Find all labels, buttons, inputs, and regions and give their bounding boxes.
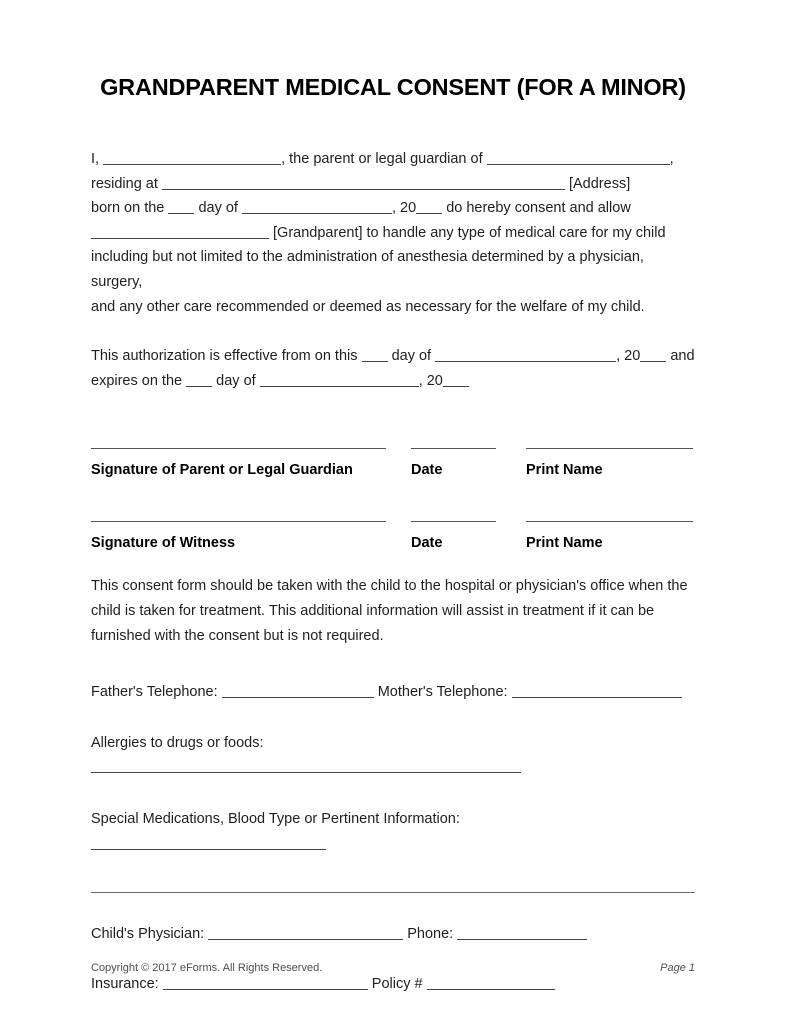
parent-date-label: Date — [411, 462, 443, 479]
auth-text-and: and — [670, 348, 695, 365]
consent-text-guardian-of: , the parent or legal guardian of — [281, 151, 483, 167]
insurance-blank[interactable] — [163, 975, 368, 990]
witness-signature-line[interactable] — [91, 521, 386, 522]
auth-text-year-20: , 20 — [616, 348, 641, 365]
grandparent-tag-text: [Grandparent] to handle any type of medical care for my child — [273, 224, 666, 241]
birth-month-blank[interactable] — [242, 199, 392, 214]
birth-year-blank[interactable] — [416, 199, 442, 214]
parent-date-line[interactable] — [411, 448, 496, 449]
witness-signature-label: Signature of Witness — [91, 535, 236, 552]
expiry-year-blank[interactable] — [443, 372, 469, 387]
consent-text-residing-at: residing at — [91, 175, 158, 192]
allergies-label: Allergies to drugs or foods: — [91, 734, 264, 751]
consent-text-comma: , — [669, 151, 674, 167]
witness-print-name-line[interactable] — [526, 521, 693, 522]
footer-page-number: Page 1 — [660, 962, 695, 974]
parent-signature-label: Signature of Parent or Legal Guardian — [91, 462, 353, 479]
signature-rules — [91, 512, 695, 522]
address-blank[interactable] — [162, 175, 565, 190]
consent-text-born-on: born on the — [91, 200, 165, 217]
auth-text-expires: expires on the — [91, 372, 183, 389]
father-telephone-label: Father's Telephone: — [91, 684, 218, 701]
auth-text-day-of: day of — [391, 348, 432, 365]
signature-labels — [91, 449, 695, 478]
special-medications-label: Special Medications, Blood Type or Pertinent Information: — [91, 810, 460, 827]
document-content — [91, 0, 695, 996]
witness-print-name-label: Print Name — [526, 535, 603, 552]
page-footer — [91, 962, 695, 974]
expiry-month-blank[interactable] — [260, 372, 419, 387]
consent-text-line5: including but not limited to the administration of anesthesia determined by a physician, surgery, — [91, 249, 644, 290]
birth-day-blank[interactable] — [168, 199, 194, 214]
authorization-paragraph — [91, 319, 695, 393]
allergies-field-row — [91, 705, 695, 780]
auth-text-effective: This authorization is effective from on this — [91, 348, 358, 365]
page-title: GRANDPARENT MEDICAL CONSENT (FOR A MINOR) — [100, 74, 686, 100]
allergies-blank[interactable] — [91, 758, 521, 773]
address-tag: [Address] — [568, 175, 631, 192]
footer-copyright: Copyright © 2017 eForms. All Rights Reserved. — [91, 962, 323, 974]
signature-block-parent — [91, 393, 695, 478]
auth-text-expiry-day-of: day of — [216, 372, 256, 389]
special-medications-field-row — [91, 780, 695, 856]
effective-day-blank[interactable] — [362, 347, 388, 362]
physician-phone-blank[interactable] — [457, 925, 587, 940]
signature-labels — [91, 522, 695, 551]
consent-text-year-20: , 20 — [391, 200, 417, 217]
effective-month-blank[interactable] — [435, 347, 616, 362]
parent-print-name-line[interactable] — [526, 448, 693, 449]
child-physician-blank[interactable] — [208, 925, 403, 940]
instructions-line1: This consent form should be taken with the child to the hospital or physician's office when the — [91, 578, 688, 595]
parent-name-blank[interactable] — [103, 150, 281, 165]
consent-text-line6: and any other care recommended or deemed as necessary for the welfare of my child. — [91, 298, 645, 315]
consent-text-hereby: do hereby consent and allow — [446, 200, 631, 217]
instructions-line2: child is taken for treatment. This additional information will assist in treatment if it can be — [91, 602, 655, 619]
consent-text-day-of: day of — [198, 200, 238, 217]
mother-telephone-blank[interactable] — [512, 683, 682, 698]
telephone-field-row — [91, 648, 695, 705]
parent-print-name-label: Print Name — [526, 462, 603, 479]
policy-number-blank[interactable] — [427, 975, 555, 990]
special-medications-blank[interactable] — [91, 835, 326, 850]
father-telephone-blank[interactable] — [222, 683, 374, 698]
signature-rules — [91, 439, 695, 449]
expiry-day-blank[interactable] — [186, 372, 212, 387]
witness-date-label: Date — [411, 535, 443, 552]
witness-date-line[interactable] — [411, 521, 496, 522]
instructions-paragraph — [91, 551, 695, 648]
instructions-line3: furnished with the consent but is not required. — [91, 627, 384, 644]
consent-text-i: I, — [91, 151, 100, 167]
child-physician-label: Child's Physician: — [91, 926, 205, 943]
consent-paragraph — [91, 101, 695, 319]
mother-telephone-label: Mother's Telephone: — [377, 684, 508, 701]
grandparent-name-blank[interactable] — [91, 224, 269, 239]
child-name-blank[interactable] — [487, 150, 670, 165]
auth-text-expiry-year-20: , 20 — [418, 372, 443, 389]
parent-signature-line[interactable] — [91, 448, 386, 449]
phone-label: Phone: — [407, 926, 454, 943]
signature-block-witness — [91, 478, 695, 551]
physician-field-row — [91, 893, 695, 947]
policy-label: Policy # — [371, 975, 423, 992]
effective-year-blank[interactable] — [640, 347, 666, 362]
insurance-label: Insurance: — [91, 975, 159, 992]
